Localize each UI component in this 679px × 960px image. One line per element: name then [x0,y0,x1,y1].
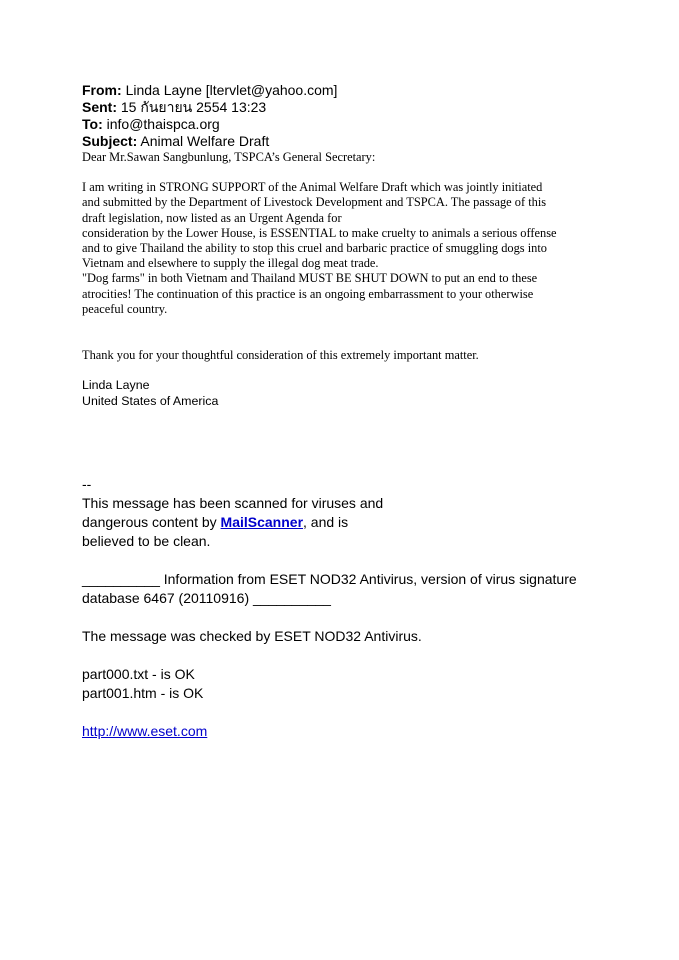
mailscanner-link[interactable]: MailScanner [220,514,304,531]
sent-label: Sent: [82,99,117,115]
paragraph-line: draft legislation, now listed as an Urgent Agenda for [82,210,342,225]
separator: -- [82,476,92,493]
scanner-line [82,513,622,532]
paragraph-gap [82,317,622,348]
file-status: part001.htm - is OK [82,685,204,702]
to-value: info@thaispca.org [106,116,220,132]
signature-country: United States of America [82,393,219,408]
eset-link[interactable]: http://www.eset.com [82,723,208,740]
email-header [82,82,622,150]
to-label: To: [82,116,103,132]
paragraph-line: "Dog farms" in both Vietnam and Thailand MUST BE SHUT DOWN to put an end to these [82,271,538,286]
scanner-line: believed to be clean. [82,533,211,550]
scanner-text: dangerous content by [82,514,221,531]
from-value: Linda Layne [ltervlet@yahoo.com] [125,82,338,98]
salutation: Dear Mr.Sawan Sangbunlung, TSPCA’s General Secretary: [82,150,376,164]
eset-url-row [82,722,622,741]
paragraph-line: atrocities! The continuation of this practice is an ongoing embarrassment to your otherwise [82,286,534,301]
scanner-text: , and is [303,514,349,531]
paragraph-line: peaceful country. [82,301,168,316]
thanks-line: Thank you for your thoughtful consideration of this extremely important matter. [82,348,479,363]
from-row [82,82,622,99]
eset-gap [82,703,622,722]
paragraph-line: I am writing in STRONG SUPPORT of the Animal Welfare Draft which was jointly initiated [82,180,543,195]
eset-gap [82,646,622,665]
to-row [82,116,622,133]
paragraph-line: and to give Thailand the ability to stop this cruel and barbaric practice of smuggling dogs into [82,241,547,256]
scanner-gap [82,409,622,475]
paragraph-line: Vietnam and elsewhere to supply the illegal dog meat trade. [82,256,379,271]
paragraph-line: and submitted by the Department of Livestock Development and TSPCA. The passage of this [82,195,547,210]
eset-checked: The message was checked by ESET NOD32 Antivirus. [82,628,422,645]
eset-info-line: __________ Information from ESET NOD32 Antivirus, version of virus signature [82,571,577,588]
paragraph-gap [82,165,622,180]
signature-block [82,378,622,409]
signature-name: Linda Layne [82,378,150,393]
scanner-line: This message has been scanned for viruses and [82,495,384,512]
eset-gap [82,551,622,570]
paragraph-line: consideration by the Lower House, is ESSENTIAL to make cruelty to animals a serious offense [82,225,557,240]
subject-row [82,133,622,150]
eset-gap [82,608,622,627]
scanner-notice [82,475,622,741]
file-status: part000.txt - is OK [82,666,195,683]
subject-value: Animal Welfare Draft [140,133,270,149]
main-paragraph [82,180,622,317]
eset-info-line: database 6467 (20110916) __________ [82,590,331,607]
email-document [82,82,622,741]
subject-label: Subject: [82,133,138,149]
sent-value: 15 กันยายน 2554 13:23 [120,99,267,115]
sent-row [82,99,622,116]
from-label: From: [82,82,122,98]
letter-body [82,150,622,363]
signature-gap [82,363,622,378]
